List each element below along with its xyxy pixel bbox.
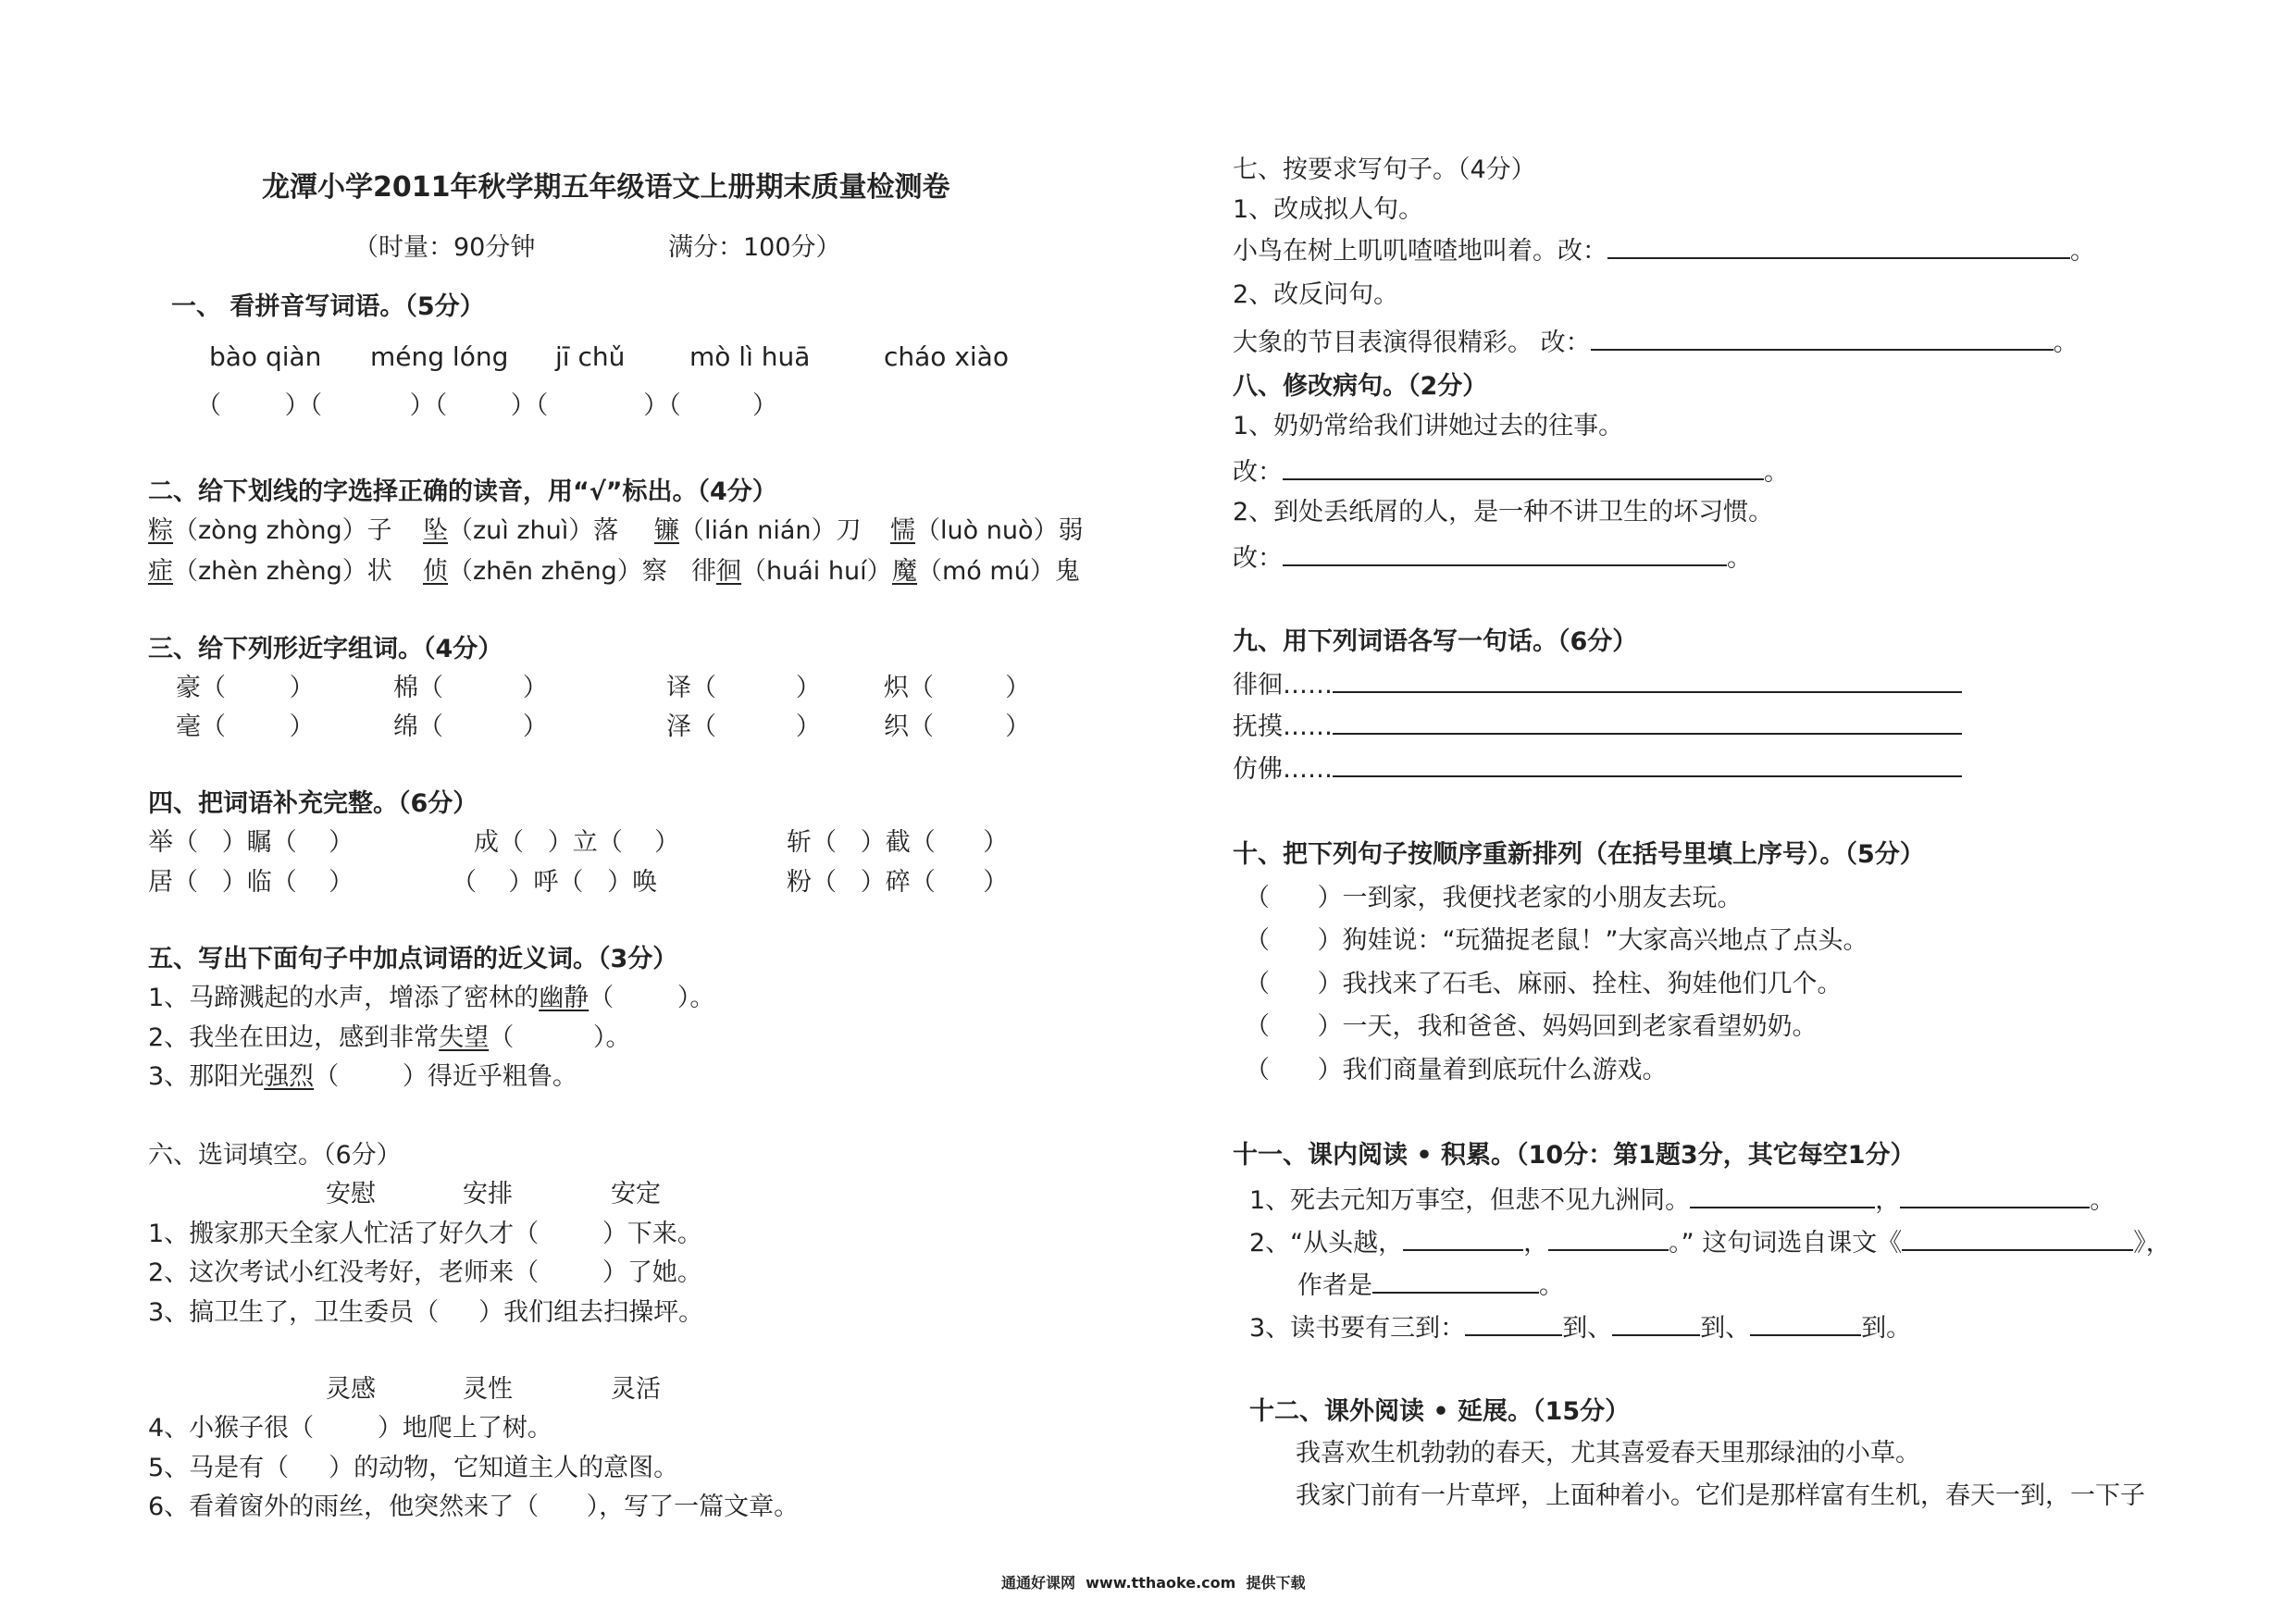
section-2-heading: 二、给下划线的字选择正确的读音，用“√”标出。（4分） xyxy=(148,477,777,506)
underlined-char: 坠 xyxy=(423,516,448,545)
idiom-item: （ ）呼（ ）唤 xyxy=(452,868,658,897)
section-12-heading: 十二、课外阅读 • 延展。（15分） xyxy=(1249,1397,1631,1426)
answer-blank[interactable] xyxy=(1607,237,2070,259)
fill-line: 4、小猴子很（ ）地爬上了树。 xyxy=(148,1414,552,1443)
correction-line: 改： 。 xyxy=(1233,544,1752,573)
choice-word: 安定 xyxy=(611,1180,661,1208)
idiom-item: 粉（ ）碎（ ） xyxy=(787,868,1009,897)
pron-item: 症（zhèn zhèng）状 xyxy=(148,557,392,586)
word-group-item: 豪（ ） xyxy=(176,674,315,702)
pron-item: 魔（mó mú）鬼 xyxy=(892,557,1080,586)
answer-blank[interactable] xyxy=(1465,1314,1562,1336)
answer-blank[interactable] xyxy=(1750,1314,1861,1336)
section-4-heading: 四、把词语补充完整。（6分） xyxy=(148,789,478,818)
choice-word: 安慰 xyxy=(326,1180,376,1208)
sick-sentence: 1、奶奶常给我们讲她过去的往事。 xyxy=(1233,412,1624,440)
word-group-item: 绵（ ） xyxy=(393,712,548,741)
choice-word: 灵感 xyxy=(326,1375,376,1404)
choice-word: 安排 xyxy=(463,1180,513,1208)
order-item: （ ）我们商量着到底玩什么游戏。 xyxy=(1245,1056,1668,1084)
answer-blank[interactable] xyxy=(1403,1229,1523,1251)
pron-item: 坠（zuì zhuì）落 xyxy=(423,516,619,545)
section-11-heading: 十一、课内阅读 • 积累。（10分：第1题3分，其它每空1分） xyxy=(1233,1141,1916,1170)
pinyin-5: cháo xiào xyxy=(884,341,1009,372)
choice-word: 灵性 xyxy=(463,1375,513,1404)
answer-blank[interactable] xyxy=(1902,1229,2133,1251)
word-group-item: 译（ ） xyxy=(666,674,821,702)
underlined-char: 镰 xyxy=(654,516,679,545)
synonym-line-3: 3、那阳光强烈（ ）得近乎粗鲁。 xyxy=(148,1062,577,1091)
order-item: （ ）我找来了石毛、麻丽、拴柱、狗娃他们几个。 xyxy=(1245,970,1843,998)
pron-item: 徘徊（huái huí） xyxy=(691,557,892,586)
pinyin-3: jī chǔ xyxy=(555,341,626,372)
word-group-item: 泽（ ） xyxy=(666,712,821,741)
section-8-heading: 八、修改病句。（2分） xyxy=(1233,372,1488,401)
word-group-item: 炽（ ） xyxy=(884,674,1031,702)
section-6-heading: 六、选词填空。（6分） xyxy=(148,1141,402,1170)
synonym-line-2: 2、我坐在田边，感到非常失望（ ）。 xyxy=(148,1023,631,1052)
reading-line: 3、读书要有三到： 到、 到、 到。 xyxy=(1249,1314,1912,1343)
section-5-heading: 五、写出下面句子中加点词语的近义词。（3分） xyxy=(148,945,678,973)
correction-line: 改： 。 xyxy=(1233,458,1789,487)
sick-sentence: 2、到处丢纸屑的人，是一种不讲卫生的坏习惯。 xyxy=(1233,498,1774,527)
answer-blank[interactable] xyxy=(1372,1271,1539,1294)
section-10-heading: 十、把下列句子按顺序重新排列（在括号里填上序号）。（5分） xyxy=(1233,840,1925,869)
passage-paragraph: 我喜欢生机勃勃的春天，尤其喜爱春天里那绿油的小草。 xyxy=(1296,1439,1920,1468)
idiom-item: 成（ ）立（ ） xyxy=(474,828,680,857)
underlined-char: 徊 xyxy=(716,557,741,586)
fill-line: 2、这次考试小红没考好，老师来（ ）了她。 xyxy=(148,1258,702,1287)
pron-item: 镰（lián nián）刀 xyxy=(654,516,862,545)
answer-blank[interactable] xyxy=(1548,1229,1669,1251)
pinyin-4: mò lì huā xyxy=(689,341,811,372)
answer-blank[interactable] xyxy=(1333,755,1962,777)
dotted-word: 强烈 xyxy=(264,1062,315,1091)
answer-blank[interactable] xyxy=(1283,458,1764,480)
pron-item: 粽（zòng zhòng）子 xyxy=(148,516,392,545)
sentence-line: 徘徊…… xyxy=(1233,671,1962,698)
answer-blank[interactable] xyxy=(1333,671,1962,693)
answer-blank[interactable] xyxy=(1612,1314,1700,1336)
sentence-line: 抚摸…… xyxy=(1233,712,1962,739)
underlined-char: 侦 xyxy=(423,557,448,586)
full-score: 满分：100分） xyxy=(668,233,841,262)
order-item: （ ）狗娃说：“玩猫捉老鼠！”大家高兴地点了点头。 xyxy=(1245,926,1868,955)
subtask: 2、改反问句。 xyxy=(1233,280,1399,309)
rewrite-line: 小鸟在树上叽叽喳喳地叫着。改： 。 xyxy=(1233,237,2095,266)
subtask: 1、改成拟人句。 xyxy=(1233,195,1424,224)
word-group-item: 织（ ） xyxy=(884,712,1031,741)
underlined-char: 粽 xyxy=(148,516,173,545)
answer-blank[interactable] xyxy=(1690,1186,1875,1208)
answer-blank[interactable] xyxy=(1333,712,1962,735)
fill-line: 5、马是有（ ）的动物，它知道主人的意图。 xyxy=(148,1454,679,1482)
answer-blank[interactable] xyxy=(1283,544,1727,566)
dotted-word: 幽静 xyxy=(539,984,590,1012)
section-1-heading: 一、 看拼音写词语。（5分） xyxy=(171,292,485,321)
choice-word: 灵活 xyxy=(611,1375,661,1404)
footer-credit: 通通好课网 www.tthaoke.com 提供下载 xyxy=(1001,1574,1306,1592)
order-item: （ ）一到家，我便找老家的小朋友去玩。 xyxy=(1245,884,1743,912)
word-group-item: 棉（ ） xyxy=(393,674,548,702)
author-line: 作者是 。 xyxy=(1297,1271,1564,1300)
underlined-char: 症 xyxy=(148,557,173,586)
passage-paragraph: 我家门前有一片草坪，上面种着小。它们是那样富有生机，春天一到，一下子 xyxy=(1296,1481,2145,1510)
fill-line: 3、搞卫生了，卫生委员（ ）我们组去扫操坪。 xyxy=(148,1298,704,1327)
pron-item: 侦（zhēn zhēng）察 xyxy=(423,557,667,586)
fill-line: 1、搬家那天全家人忙活了好久才（ ）下来。 xyxy=(148,1220,702,1248)
idiom-item: 斩（ ）截（ ） xyxy=(787,828,1009,857)
synonym-line-1: 1、马蹄溅起的水声，增添了密林的幽静（ ）。 xyxy=(148,984,715,1012)
order-item: （ ）一天，我和爸爸、妈妈回到老家看望奶奶。 xyxy=(1245,1012,1818,1041)
idiom-item: 举（ ）瞩（ ） xyxy=(148,828,354,857)
section-7-heading: 七、按要求写句子。（4分） xyxy=(1233,155,1536,184)
pinyin-2: méng lóng xyxy=(370,341,509,372)
fill-line: 6、看着窗外的雨丝，他突然来了（ ），写了一篇文章。 xyxy=(148,1493,800,1521)
sentence-line: 仿佛…… xyxy=(1233,755,1962,782)
idiom-item: 居（ ）临（ ） xyxy=(148,868,354,897)
page-title: 龙潭小学2011年秋学期五年级语文上册期末质量检测卷 xyxy=(262,171,950,204)
pinyin-1: bào qiàn xyxy=(209,341,322,372)
underlined-char: 懦 xyxy=(890,516,915,545)
section-3-heading: 三、给下列形近字组词。（4分） xyxy=(148,635,503,663)
poem-line: 1、死去元知万事空，但悲不见九洲同。 ， 。 xyxy=(1249,1186,2116,1215)
time-limit: （时量：90分钟 xyxy=(354,233,536,262)
section-9-heading: 九、用下列词语各写一句话。（6分） xyxy=(1233,627,1638,656)
answer-blank[interactable] xyxy=(1900,1186,2090,1208)
pinyin-answer-brackets: （ ）（ ）（ ）（ ）（ ） xyxy=(196,391,777,420)
answer-blank[interactable] xyxy=(1591,328,2054,351)
underlined-char: 魔 xyxy=(892,557,917,586)
rewrite-line: 大象的节目表演得很精彩。 改： 。 xyxy=(1233,328,2079,357)
dotted-word: 失望 xyxy=(439,1023,490,1052)
word-group-item: 毫（ ） xyxy=(176,712,315,741)
pron-item: 懦（luò nuò）弱 xyxy=(890,516,1084,545)
poem-line: 2、“从头越， ， 。” 这句词选自课文《 》， xyxy=(1249,1229,2171,1258)
